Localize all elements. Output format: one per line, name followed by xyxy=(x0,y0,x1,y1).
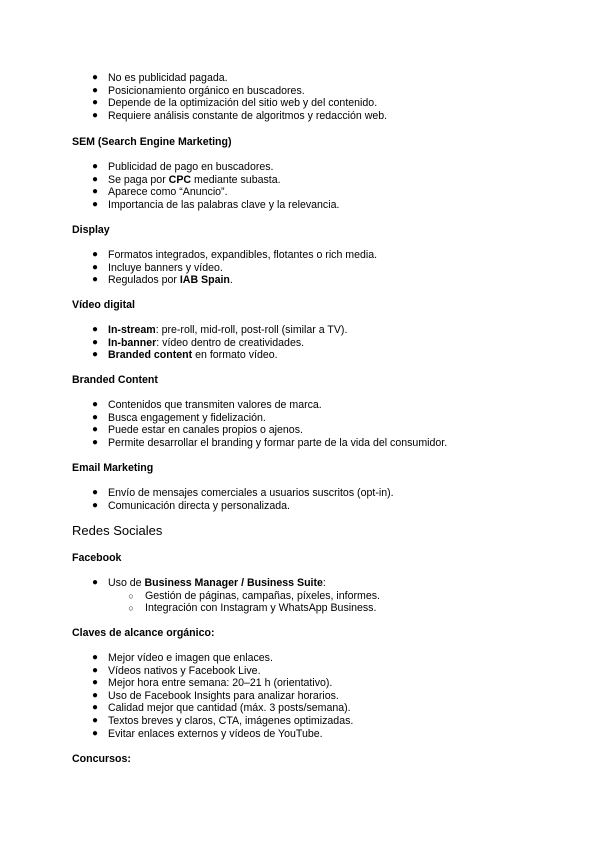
list-item: ● In-banner: vídeo dentro de creatividades. xyxy=(91,336,305,349)
list-item: ● Branded content en formato vídeo. xyxy=(91,349,278,362)
list-item: ● Calidad mejor que cantidad (máx. 3 posts/semana). xyxy=(91,702,351,715)
email-heading: Email Marketing xyxy=(72,462,154,474)
video-heading: Vídeo digital xyxy=(72,299,135,311)
email-list xyxy=(0,487,600,512)
bullet-icon: ● xyxy=(91,249,99,260)
bullet-icon: ● xyxy=(91,577,99,588)
list-item: ● Importancia de las palabras clave y la relevancia. xyxy=(91,198,340,211)
list-item: ● Contenidos que transmiten valores de marca. xyxy=(91,399,322,411)
video-list xyxy=(0,324,600,362)
list-item: ● Busca engagement y fidelización. xyxy=(91,411,266,424)
circle-bullet-icon: ○ xyxy=(128,590,134,601)
list-item: ● Publicidad de pago en buscadores. xyxy=(91,161,274,173)
bullet-icon: ● xyxy=(91,324,99,335)
branded-list xyxy=(0,399,600,449)
bullet-icon: ● xyxy=(91,727,99,739)
bullet-icon: ● xyxy=(91,161,99,172)
bullet-icon: ● xyxy=(91,198,99,210)
facebook-list xyxy=(0,577,600,615)
bullet-icon: ● xyxy=(91,261,99,273)
claves-list xyxy=(0,652,600,740)
bullet-icon: ● xyxy=(91,664,99,676)
seo-list xyxy=(0,72,600,122)
sub-list-item: ○ Integración con Instagram y WhatsApp Business. xyxy=(0,602,600,615)
bullet-icon: ● xyxy=(91,702,99,714)
bullet-icon: ● xyxy=(91,689,99,701)
concursos-heading: Concursos: xyxy=(72,753,131,765)
list-item: ● Regulados por IAB Spain. xyxy=(91,274,233,287)
bullet-icon: ● xyxy=(91,173,99,185)
list-item: ● Incluye banners y vídeo. xyxy=(91,261,223,274)
list-item: ● Mejor hora entre semana: 20–21 h (orientativo). xyxy=(91,677,333,690)
list-item: ● Textos breves y claros, CTA, imágenes optimizadas. xyxy=(91,714,354,727)
facebook-heading: Facebook xyxy=(72,552,122,564)
bullet-icon: ● xyxy=(91,652,99,663)
bullet-icon: ● xyxy=(91,84,99,96)
list-item: ● Uso de Facebook Insights para analizar horarios. xyxy=(91,689,339,702)
bullet-icon: ● xyxy=(91,399,99,410)
list-item: ● Se paga por CPC mediante subasta. xyxy=(91,173,281,186)
bullet-icon: ● xyxy=(91,677,99,689)
list-item: ● Permite desarrollar el branding y formar parte de la vida del consumidor. xyxy=(91,436,448,449)
list-item: ● Envío de mensajes comerciales a usuarios suscritos (opt-in). xyxy=(91,487,394,499)
redes-heading: Redes Sociales xyxy=(72,523,163,538)
bullet-icon: ● xyxy=(91,714,99,726)
bullet-icon: ● xyxy=(91,424,99,436)
bullet-icon: ● xyxy=(91,349,99,361)
bullet-icon: ● xyxy=(91,411,99,423)
list-item: ● Puede estar en canales propios o ajenos. xyxy=(91,424,303,437)
sem-list xyxy=(0,161,600,211)
bullet-icon: ● xyxy=(91,186,99,198)
list-item: ● Requiere análisis constante de algoritmos y redacción web. xyxy=(91,109,388,122)
list-item: ● Posicionamiento orgánico en buscadores. xyxy=(91,84,305,97)
list-item: ● Mejor vídeo e imagen que enlaces. xyxy=(91,652,273,664)
bullet-icon: ● xyxy=(91,72,99,83)
list-item: ● Evitar enlaces externos y vídeos de YouTube. xyxy=(91,727,323,740)
bullet-icon: ● xyxy=(91,109,99,121)
bullet-icon: ● xyxy=(91,274,99,286)
list-item: ● Uso de Business Manager / Business Suite: xyxy=(91,577,326,589)
bullet-icon: ● xyxy=(91,487,99,498)
list-item: ● Comunicación directa y personalizada. xyxy=(91,499,290,512)
display-heading: Display xyxy=(72,224,110,236)
list-item: ● In-stream: pre-roll, mid-roll, post-roll (similar a TV). xyxy=(91,324,348,336)
sub-list-item: ○ Gestión de páginas, campañas, píxeles, informes. xyxy=(0,590,600,603)
circle-bullet-icon: ○ xyxy=(128,603,134,614)
list-item: ● No es publicidad pagada. xyxy=(91,72,228,84)
bullet-icon: ● xyxy=(91,436,99,448)
list-item: ● Aparece como “Anuncio”. xyxy=(91,186,228,199)
sem-heading: SEM (Search Engine Marketing) xyxy=(72,136,232,148)
bullet-icon: ● xyxy=(91,97,99,109)
list-item: ● Vídeos nativos y Facebook Live. xyxy=(91,664,261,677)
bullet-icon: ● xyxy=(91,499,99,511)
branded-heading: Branded Content xyxy=(72,374,158,386)
list-item: ● Formatos integrados, expandibles, flotantes o rich media. xyxy=(91,249,378,261)
bullet-icon: ● xyxy=(91,336,99,348)
list-item: ● Depende de la optimización del sitio web y del contenido. xyxy=(91,97,378,110)
claves-heading: Claves de alcance orgánico: xyxy=(72,627,215,639)
display-list xyxy=(0,249,600,287)
